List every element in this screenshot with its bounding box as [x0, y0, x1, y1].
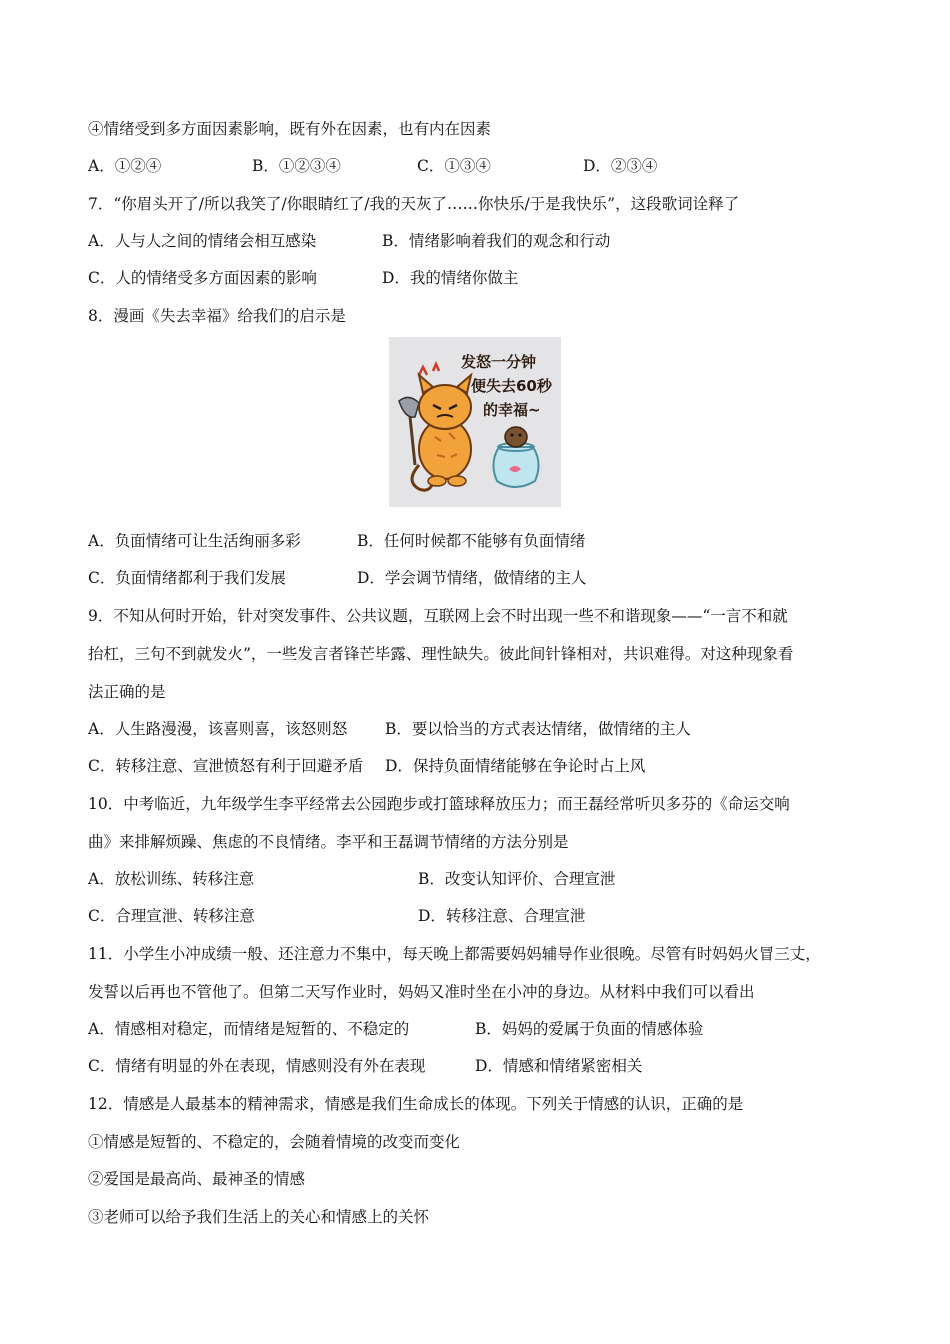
q11-option-d: D．情感和情绪紧密相关 — [475, 1057, 643, 1075]
q8-option-a: A．负面情绪可让生活绚丽多彩 — [88, 532, 301, 550]
q6-option-c: C．①③④ — [417, 157, 491, 175]
q10-option-a: A．放松训练、转移注意 — [88, 870, 255, 888]
q6-option-a: A．①②④ — [88, 157, 162, 175]
q12-stem: 12．情感是人最基本的精神需求，情感是我们生命成长的体现。下列关于情感的认识，正确的是 — [88, 1095, 744, 1113]
hamster-icon — [505, 427, 527, 447]
q10-stem-line-1: 10．中考临近，九年级学生李平经常去公园跑步或打篮球释放压力；而王磊经常听贝多芬的《命运交响 — [88, 795, 790, 813]
q10-option-c: C．合理宣泄、转移注意 — [88, 907, 255, 925]
q11-stem-line-1: 11．小学生小冲成绩一般、还注意力不集中，每天晚上都需要妈妈辅导作业很晚。尽管有时妈妈火冒三丈， — [88, 945, 821, 963]
q12-statement-2: ②爱国是最高尚、最神圣的情感 — [88, 1170, 306, 1188]
axe-icon — [399, 397, 419, 417]
q8-option-c: C．负面情绪都利于我们发展 — [88, 569, 286, 587]
q7-option-d: D．我的情绪你做主 — [382, 269, 519, 287]
cartoon-caption-line-1: 发怒一分钟 — [461, 353, 537, 371]
q11-option-a: A．情感相对稳定，而情绪是短暂的、不稳定的 — [88, 1020, 410, 1038]
q10-option-b: B．改变认知评价、合理宣泄 — [418, 870, 616, 888]
q8-option-b: B．任何时候都不能够有负面情绪 — [357, 532, 586, 550]
q11-stem-line-2: 发誓以后再也不管他了。但第二天写作业时，妈妈又准时坐在小冲的身边。从材料中我们可以看出 — [88, 983, 755, 1001]
q9-stem-line-2: 抬杠，三句不到就发火”，一些发言者锋芒毕露、理性缺失。彼此间针锋相对，共识难得。对这种现象看 — [88, 645, 794, 663]
q7-option-a: A．人与人之间的情绪会相互感染 — [88, 232, 317, 250]
cartoon-image — [389, 337, 561, 507]
q11-option-b: B．妈妈的爱属于负面的情感体验 — [475, 1020, 704, 1038]
q8-stem: 8．漫画《失去幸福》给我们的启示是 — [88, 307, 346, 325]
q11-option-c: C．情绪有明显的外在表现，情感则没有外在表现 — [88, 1057, 426, 1075]
q9-stem-line-3: 法正确的是 — [88, 683, 166, 701]
q9-option-a: A．人生路漫漫，该喜则喜，该怒则怒 — [88, 720, 348, 738]
q12-statement-3: ③老师可以给予我们生活上的关心和情感上的关怀 — [88, 1208, 430, 1226]
cartoon-caption-line-2: 便失去60秒 — [471, 377, 552, 395]
q9-stem-line-1: 9．不知从何时开始，针对突发事件、公共议题，互联网上会不时出现一些不和谐现象——“一言不和就 — [88, 607, 788, 625]
q6-option-d: D．②③④ — [583, 157, 658, 175]
q10-stem-line-2: 曲》来排解烦躁、焦虑的不良情绪。李平和王磊调节情绪的方法分别是 — [88, 833, 569, 851]
cartoon-caption-line-3: 的幸福~ — [483, 401, 541, 419]
q8-option-d: D．学会调节情绪，做情绪的主人 — [357, 569, 587, 587]
q9-option-d: D．保持负面情绪能够在争论时占上风 — [385, 757, 646, 775]
q9-option-c: C．转移注意、宣泄愤怒有利于回避矛盾 — [88, 757, 364, 775]
q7-option-b: B．情绪影响着我们的观念和行动 — [382, 232, 611, 250]
q7-option-c: C．人的情绪受多方面因素的影响 — [88, 269, 317, 287]
q12-statement-1: ①情感是短暂的、不稳定的，会随着情境的改变而变化 — [88, 1133, 461, 1151]
q9-option-b: B．要以恰当的方式表达情绪，做情绪的主人 — [385, 720, 691, 738]
q6-statement-4: ④情绪受到多方面因素影响，既有外在因素，也有内在因素 — [88, 120, 492, 138]
q10-option-d: D．转移注意、合理宣泄 — [418, 907, 586, 925]
q7-stem: 7．“你眉头开了/所以我笑了/你眼睛红了/我的天灰了……你快乐/于是我快乐”，这段歌词诠释了 — [88, 195, 740, 213]
q6-option-b: B．①②③④ — [252, 157, 341, 175]
anger-mark-icon — [419, 364, 439, 375]
